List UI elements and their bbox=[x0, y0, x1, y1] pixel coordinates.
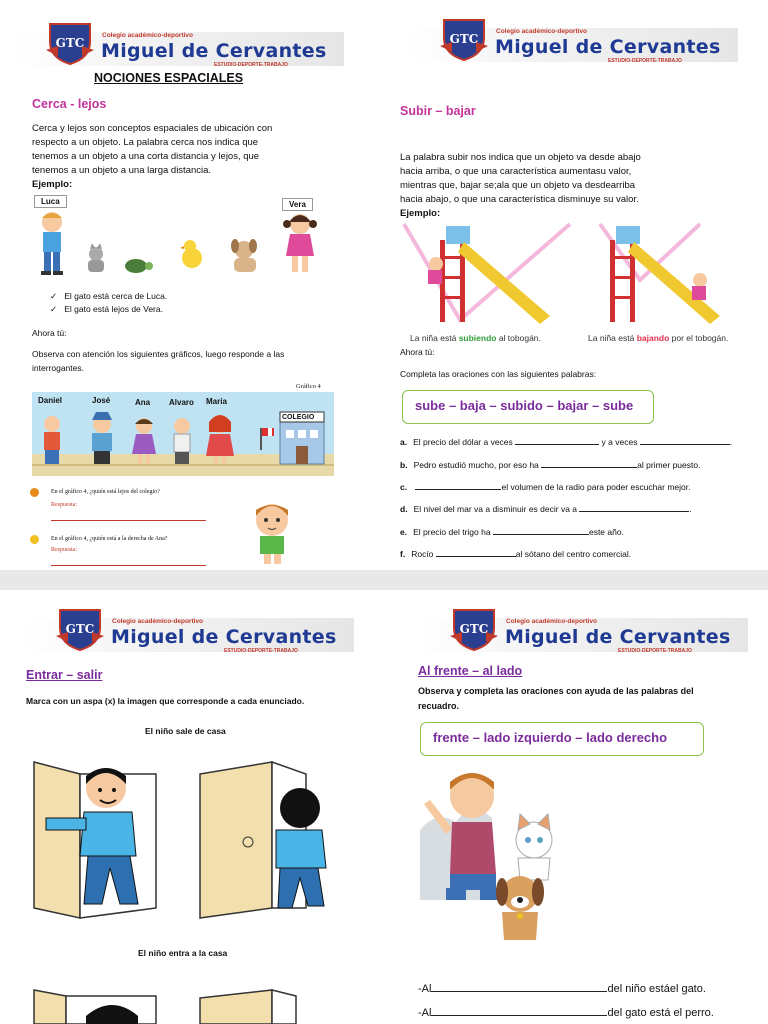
svg-text:GTC: GTC bbox=[459, 622, 489, 636]
name-tag-vera: Vera bbox=[282, 198, 313, 211]
sentence-b: b. Pedro estudió mucho, por eso ha al primer puesto. bbox=[400, 460, 701, 470]
statement-2: El niño entra a la casa bbox=[138, 948, 228, 958]
cat-icon bbox=[516, 814, 552, 880]
girl-vera-icon bbox=[283, 214, 317, 272]
kid-label: Alvaro bbox=[169, 398, 194, 407]
kid-label: Ana bbox=[135, 398, 151, 407]
blank-line[interactable] bbox=[579, 504, 689, 512]
blank-line[interactable] bbox=[640, 437, 730, 445]
caption-bajando: La niña está bajando por el tobogán. bbox=[588, 333, 729, 343]
section-heading: Al frente – al lado bbox=[418, 664, 523, 678]
example-label: Ejemplo: bbox=[32, 179, 73, 190]
bullet-item: ✓ El gato está cerca de Luca. bbox=[50, 291, 168, 301]
page-entrar-salir bbox=[0, 590, 384, 1024]
example-label: Ejemplo: bbox=[400, 208, 441, 219]
word-bank-box: sube – baja – subido – bajar – sube bbox=[402, 390, 654, 424]
example-bullets bbox=[50, 290, 167, 316]
grafico-label: Gráfico 4 bbox=[296, 383, 321, 390]
section-heading: Entrar – salir bbox=[26, 668, 103, 682]
blank-line[interactable] bbox=[493, 527, 589, 535]
sentence-1: -Al del niño estáel gato. bbox=[418, 983, 706, 995]
sentence-2: -Al del gato está el perro. bbox=[418, 1007, 714, 1019]
school-header: GTC Colegio académico-deportivo Miguel de Cervantes ESTUDIO-DEPORTE-TRABAJO bbox=[408, 16, 738, 62]
page-cerca-lejos: GTC Colegio académico-deportivo Miguel de Cervantes ESTUDIO-DEPORTE-TRABAJO NOCIONES ESPACIALES Cerca - lejos Cerca y lejos son conceptos espaciales de ubicación con respecto a un objeto. La palabra cerca nos indica que tenemos a un objeto a una corta distancia y lejos, que tenemos a un objeto a una larga distancia. Ejemplo: Luca Vera ✓ El gato está cerca de Luca. ✓ El gato está lejos de Vera. Ahora tú: Observa con atención los siguientes gráficos, luego responde a las interrogantes. Gráfico 4 Daniel José Ana Alvaro María COLEGIO En el gráfico 4, ¿quién está lejos del colegio? Respuesta: En el gráfico 4, ¿quién está a la derecha de Ana? Respuesta: bbox=[0, 0, 384, 570]
instruction-text: Observa con atención los siguientes gráficos, luego responde a las interrogantes. bbox=[32, 349, 285, 373]
chick-icon bbox=[180, 240, 202, 268]
bullet-item: ✓ El gato está lejos de Vera. bbox=[50, 304, 163, 314]
blank-line[interactable] bbox=[415, 482, 501, 490]
turtle-icon bbox=[125, 259, 153, 273]
sentence-f: f. Rocío al sótano del centro comercial. bbox=[400, 549, 632, 557]
boy-leaving-door-option[interactable] bbox=[26, 758, 176, 924]
blank-line[interactable] bbox=[515, 437, 599, 445]
dog-icon bbox=[231, 239, 257, 272]
statement-1: El niño sale de casa bbox=[145, 726, 226, 736]
sentence-d: d. El nivel del mar va a disminuir es decir va a . bbox=[400, 504, 692, 514]
boy-luca-icon bbox=[41, 212, 63, 275]
instruction-text: Marca con un aspa (x) la imagen que corresponde a cada enunciado. bbox=[26, 696, 305, 706]
caption-subiendo: La niña está subiendo al tobogán. bbox=[410, 333, 541, 343]
slide-illustration bbox=[400, 220, 750, 328]
svg-text:GTC: GTC bbox=[449, 32, 479, 46]
blank-line[interactable] bbox=[436, 549, 516, 557]
example-illustration bbox=[30, 208, 330, 280]
kid-label: José bbox=[92, 396, 111, 405]
instruction-text: Completa las oraciones con las siguientes palabras: bbox=[400, 369, 597, 379]
instruction-text: Observa y completa las oraciones con ayuda de las palabras del recuadro. bbox=[418, 686, 694, 711]
question-number-badge bbox=[30, 535, 39, 544]
slide-up-icon bbox=[428, 226, 550, 324]
svg-text:GTC: GTC bbox=[65, 622, 95, 636]
ahora-label: Ahora tú: bbox=[32, 328, 67, 338]
page-gap bbox=[0, 570, 768, 590]
door-options-2[interactable] bbox=[26, 986, 346, 1024]
blank-line[interactable] bbox=[431, 1006, 607, 1016]
school-shield-icon bbox=[438, 16, 490, 62]
school-shield-icon bbox=[448, 606, 500, 652]
thinking-boy-icon bbox=[244, 498, 300, 566]
sentence-a: a. El precio del dólar a veces y a veces . bbox=[400, 437, 733, 447]
answer-line[interactable] bbox=[51, 520, 206, 521]
blank-line[interactable] bbox=[541, 460, 637, 468]
ahora-label: Ahora tú: bbox=[400, 347, 435, 357]
shield-text: GTC bbox=[55, 36, 85, 50]
school-small-title: Colegio académico-deportivo bbox=[102, 32, 194, 39]
school-tagline: ESTUDIO-DEPORTE-TRABAJO bbox=[214, 62, 288, 68]
school-shield-icon bbox=[54, 606, 106, 652]
page-al-frente-al-lado bbox=[384, 590, 768, 1024]
school-header: GTC Colegio académico-deportivo Miguel de Cervantes ESTUDIO-DEPORTE-TRABAJO bbox=[418, 606, 748, 652]
question-number-badge bbox=[30, 488, 39, 497]
school-header bbox=[14, 20, 344, 66]
section-heading: Subir – bajar bbox=[400, 104, 476, 118]
dog-icon bbox=[496, 876, 544, 940]
page-subir-bajar bbox=[384, 0, 768, 570]
boy-cat-dog-illustration bbox=[416, 770, 566, 946]
boy-entering-door-option[interactable] bbox=[196, 758, 346, 924]
name-tag-luca: Luca bbox=[34, 195, 67, 208]
section-heading: Cerca - lejos bbox=[32, 97, 107, 111]
kid-label: Daniel bbox=[38, 396, 63, 405]
sentence-e: e. El precio del trigo ha este año. bbox=[400, 527, 624, 537]
intro-text: Cerca y lejos son conceptos espaciales de ubicación con respecto a un objeto. La palabra cerca nos indica que tenemos a un objeto a una corta distancia y lejos, que tenemos a un objeto a una larga distancia. bbox=[32, 123, 273, 176]
school-shield-icon bbox=[44, 20, 96, 66]
blank-line[interactable] bbox=[431, 982, 607, 992]
word-bank-box: frente – lado izquierdo – lado derecho bbox=[420, 722, 704, 756]
school-header: GTC Colegio académico-deportivo Miguel de Cervantes ESTUDIO-DEPORTE-TRABAJO bbox=[24, 606, 354, 652]
school-sign: COLEGIO bbox=[282, 414, 315, 421]
cat-icon bbox=[88, 243, 104, 272]
grafico-4-illustration bbox=[32, 392, 334, 476]
page-title: NOCIONES ESPACIALES bbox=[94, 71, 244, 85]
answer-line[interactable] bbox=[51, 565, 206, 566]
school-name: Miguel de Cervantes bbox=[101, 40, 327, 62]
slide-down-icon bbox=[610, 226, 720, 324]
kid-label: María bbox=[206, 397, 227, 406]
sentence-c: c. el volumen de la radio para poder escuchar mejor. bbox=[400, 482, 691, 492]
intro-text: La palabra subir nos indica que un objeto va desde abajo hacia arriba, o que una característica aumentasu valor, mientras que, bajar se;ala que un objeto va desdearriba hacia abajo, o que una característica disminuye su valor. bbox=[400, 152, 641, 205]
